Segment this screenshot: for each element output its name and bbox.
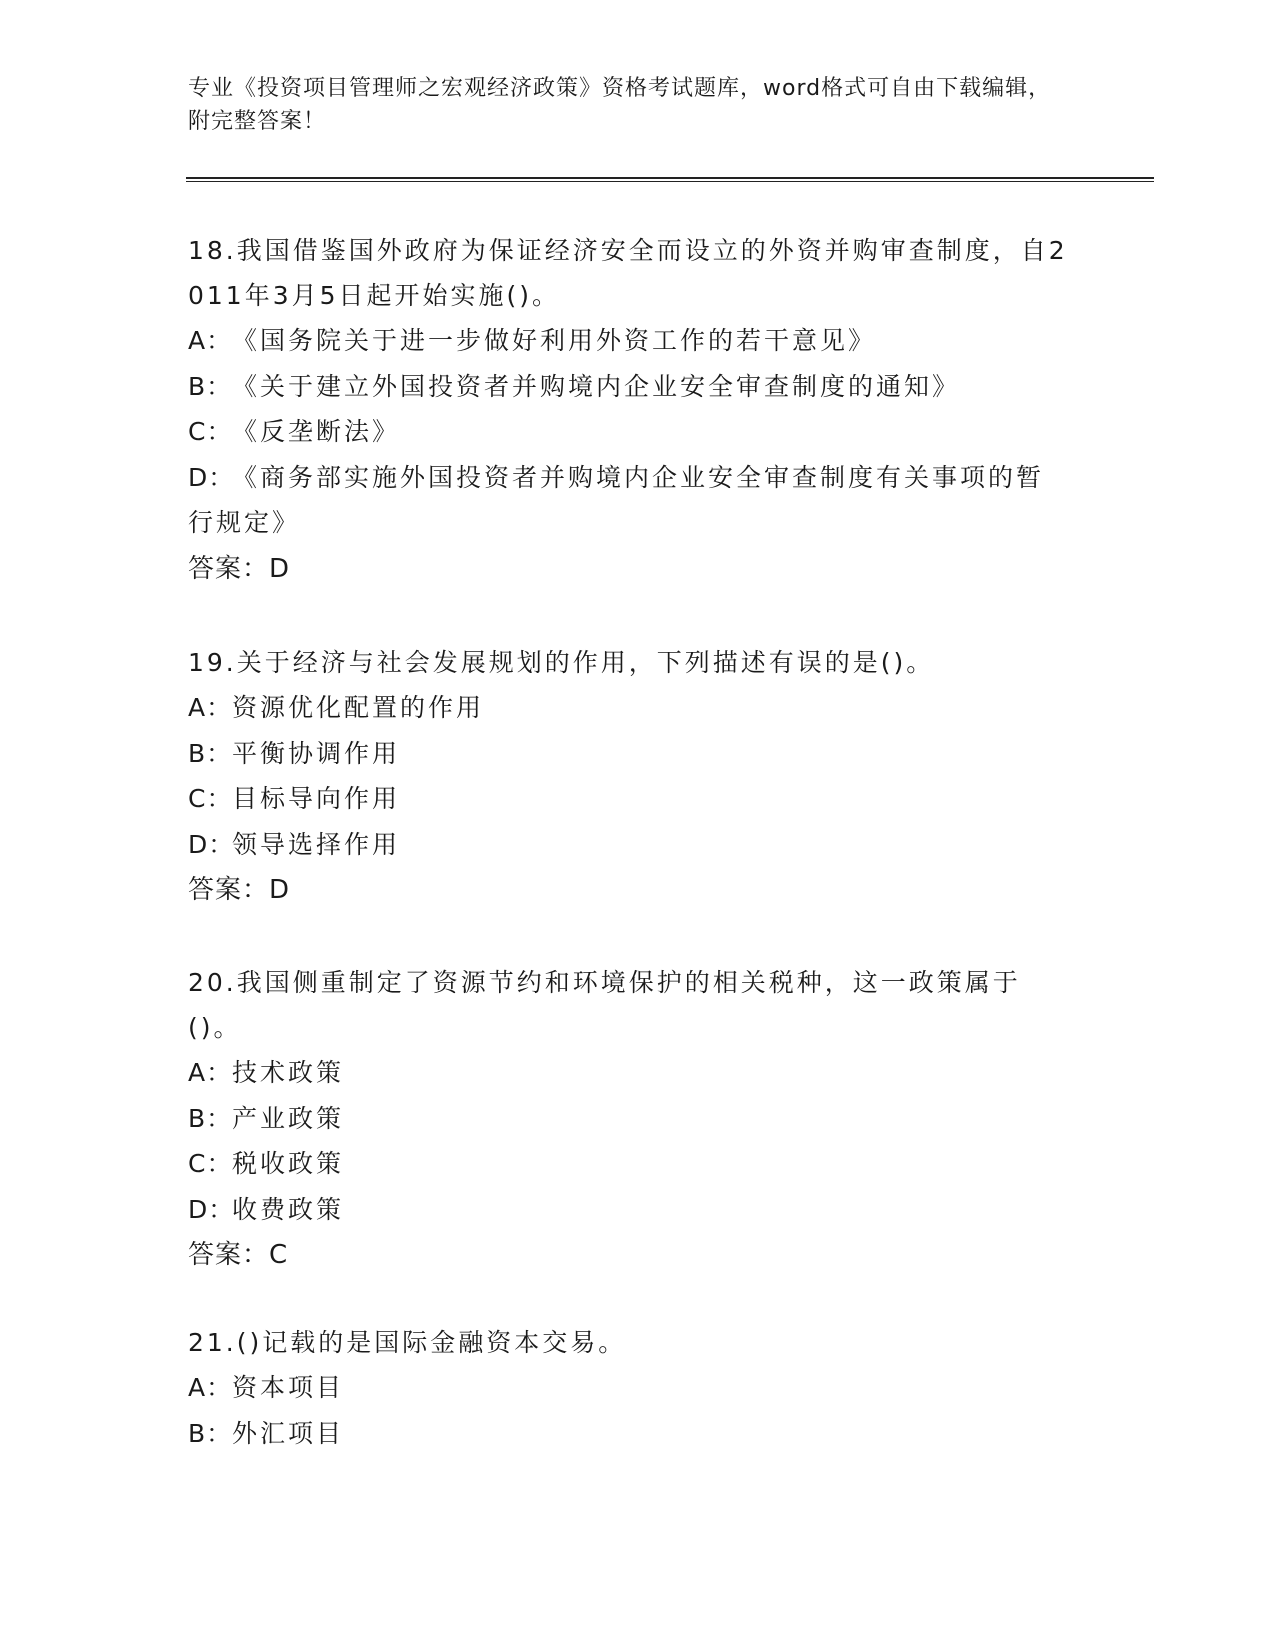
question-stem: 19.关于经济与社会发展规划的作用，下列描述有误的是()。	[188, 648, 935, 677]
option-text: 《关于建立外国投资者并购境内企业安全审查制度的通知》	[232, 371, 961, 401]
option-c	[188, 776, 1068, 822]
option-key: C：	[188, 417, 233, 446]
option-d	[188, 822, 1068, 868]
option-key: A：	[188, 326, 233, 355]
answer-label: 答案：C	[188, 1240, 289, 1270]
option-d	[188, 1187, 1068, 1233]
option-a	[188, 685, 1068, 731]
option-c	[188, 409, 1068, 455]
option-key: D：	[188, 1194, 235, 1224]
question-21	[188, 1320, 1088, 1456]
option-key: A：	[188, 1373, 233, 1402]
option-d	[188, 455, 1068, 546]
option-key: C：	[188, 784, 233, 813]
option-a	[188, 1050, 1068, 1096]
option-text: 资源优化配置的作用	[232, 693, 485, 722]
option-a	[188, 1365, 1068, 1411]
question-stem: 21.()记载的是国际金融资本交易。	[188, 1328, 627, 1357]
question-stem: 18.我国借鉴国外政府为保证经济安全而设立的外资并购审查制度，自2011年3月5日起开始实施()。	[188, 236, 1068, 310]
option-key: B：	[188, 1418, 233, 1448]
question-19	[188, 640, 1088, 913]
option-key: B：	[188, 738, 233, 768]
answer-label: 答案：D	[188, 875, 291, 905]
option-key: B：	[188, 371, 233, 401]
option-b	[188, 1096, 1068, 1142]
question-stem: 20.我国侧重制定了资源节约和环境保护的相关税种，这一政策属于()。	[188, 968, 1021, 1042]
option-text: 税收政策	[232, 1149, 345, 1178]
option-key: A：	[188, 1058, 233, 1087]
option-text: 领导选择作用	[232, 829, 401, 859]
option-text: 《商务部实施外国投资者并购境内企业安全审查制度有关事项的暂行规定》	[188, 462, 1045, 537]
answer-label: 答案：D	[188, 553, 291, 584]
option-key: A：	[188, 693, 233, 722]
document-header: 专业《投资项目管理师之宏观经济政策》资格考试题库，word格式可自由下载编辑，附完整答案！	[188, 76, 1052, 134]
option-key: B：	[188, 1103, 233, 1133]
option-key: C：	[188, 1149, 233, 1178]
option-text: 平衡协调作用	[232, 738, 401, 768]
option-text: 《反垄断法》	[232, 417, 401, 446]
option-text: 外汇项目	[232, 1418, 345, 1448]
option-text: 目标导向作用	[232, 784, 401, 813]
question-18	[188, 228, 1088, 592]
option-text: 技术政策	[232, 1058, 345, 1087]
option-text: 《国务院关于进一步做好利用外资工作的若干意见》	[232, 326, 877, 355]
option-b	[188, 731, 1068, 777]
option-b	[188, 1411, 1068, 1457]
option-text: 资本项目	[232, 1373, 345, 1402]
option-c	[188, 1141, 1068, 1187]
option-b	[188, 364, 1068, 410]
option-text: 收费政策	[232, 1194, 345, 1224]
option-key: D：	[188, 462, 235, 492]
option-a	[188, 318, 1068, 364]
option-key: D：	[188, 829, 235, 859]
header-divider	[186, 177, 1154, 182]
option-text: 产业政策	[232, 1103, 345, 1133]
question-20	[188, 960, 1088, 1278]
